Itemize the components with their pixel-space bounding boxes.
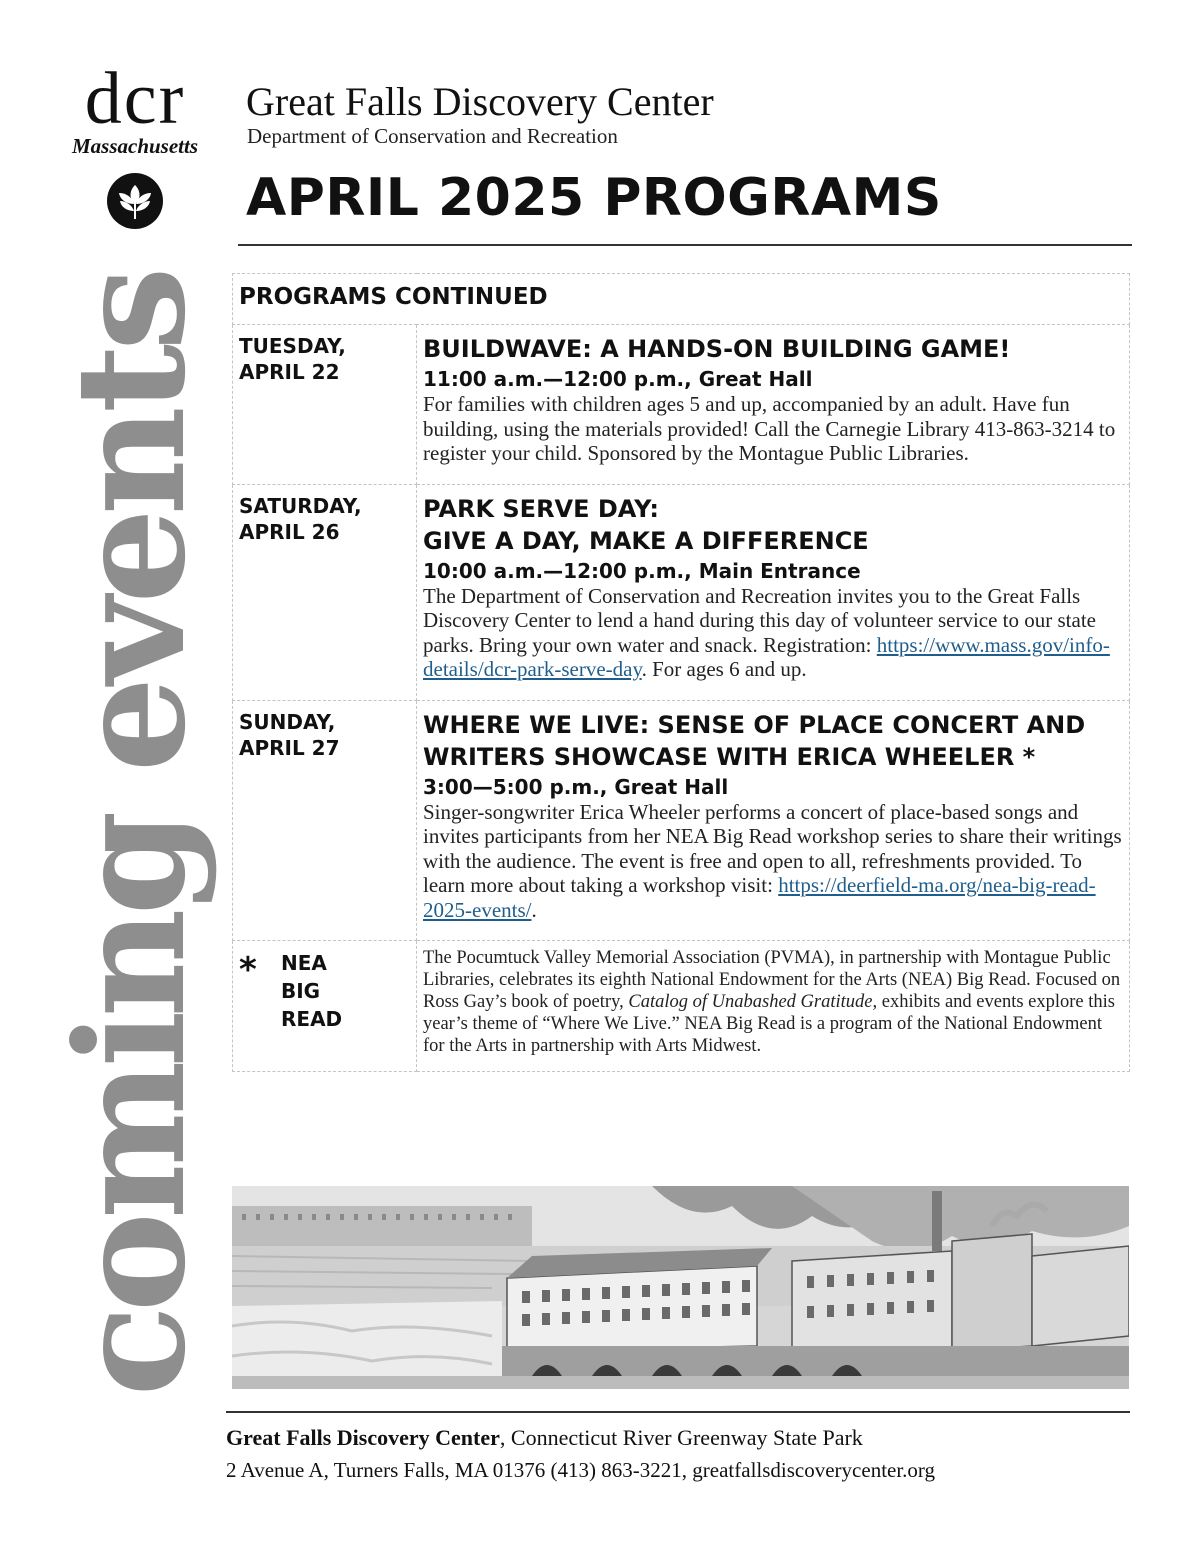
event-info-cell [417,484,1130,700]
nea-label-line: READ [281,1007,343,1031]
coming-events-banner [43,273,219,1397]
event-date: APRIL 26 [239,519,340,544]
event-day: SUNDAY, [239,709,336,734]
workshop-link[interactable]: https://deerfield-ma.org/nea-big-read-2025-events/ [423,873,1096,922]
programs-table [232,273,1130,1072]
leaf-seal-icon [107,173,163,229]
registration-link[interactable]: https://www.mass.gov/info-details/dcr-park-serve-day [423,632,1110,681]
logo-state: Massachusetts [71,134,199,158]
footer-center-name: Great Falls Discovery Center [226,1425,500,1450]
header-divider [238,244,1132,246]
footer-divider [226,1411,1130,1413]
event-time: 10:00 a.m.—12:00 p.m., Main Entrance [423,558,861,583]
page-title: APRIL 2025 PROGRAMS [246,168,942,228]
event-day: SATURDAY, [239,493,362,518]
footer-park: , Connecticut River Greenway State Park [499,1425,863,1450]
event-info-cell [417,325,1130,485]
event-date-cell [233,700,417,941]
event-day: TUESDAY, [239,334,346,358]
event-date-cell [233,484,417,700]
event-date: APRIL 27 [239,735,340,760]
asterisk-icon: * [239,950,257,990]
event-description: For families with children ages 5 and up, accompanied by an adult. Have fun building, using the materials provided! Call the Carnegie Library 413-863-3214 to register your child. Sponsored by the Montague Public Libraries. [423,392,1116,465]
event-date-cell [233,325,417,485]
description-suffix: . [531,897,537,922]
section-title: PROGRAMS CONTINUED [233,274,1130,325]
nea-label-cell [233,941,417,1072]
event-title: WHERE WE LIVE: SENSE OF PLACE CONCERT AND WRITERS SHOWCASE WITH ERICA WHEELER * [423,710,1086,771]
event-date: APRIL 22 [239,360,340,384]
event-title-line-1: PARK SERVE DAY: [423,494,659,523]
event-row [233,700,1130,941]
nea-label-line: NEA [281,951,327,975]
nea-text-a: The Pocumtuck Valley Memorial Association (PVMA), in partnership with Montague Public Libraries, celebrates its eighth National Endowment for the Arts (NEA) Big Read. Focused on Ross Gay’s book of poetry, [423,948,1121,1012]
event-time: 3:00—5:00 p.m., Great Hall [423,774,729,799]
footer-address: 2 Avenue A, Turners Falls, MA 01376 (413) 863-3221, greatfallsdiscoverycenter.org [226,1458,936,1482]
dcr-logo-text: dcr [84,58,186,140]
center-name: Great Falls Discovery Center [246,79,714,124]
event-description [423,800,1123,923]
department-name: Department of Conservation and Recreation [247,124,618,148]
book-title: Catalog of Unabashed Gratitude, [628,992,878,1012]
coming-events-text: coming events [43,273,219,1397]
event-row [233,325,1130,485]
event-info-cell [417,700,1130,941]
event-time: 11:00 a.m.—12:00 p.m., Great Hall [423,367,813,391]
event-row [233,484,1130,700]
event-description [423,584,1123,682]
nea-label [281,949,342,1033]
nea-label-line: BIG [281,979,321,1003]
description-suffix: . For ages 6 and up. [641,657,807,681]
table-header-row [233,274,1130,325]
description-text: The Department of Conservation and Recreation invites you to the Great Falls Discovery Center to lend a hand during this day of volunteer service to our state parks. Bring your own water and snack. Registration: [423,583,1096,657]
nea-text-b: exhibits and events explore this year’s theme of “Where We Live.” NEA Big Read is a program of the National Endowment for the Arts in partnership with Arts Midwest. [423,992,1115,1056]
description-text: Singer-songwriter Erica Wheeler performs a concert of place-based songs and invites participants from her NEA Big Read workshop series to share their writings with the audience. The event is free and open to all, refreshments provided. To learn more about taking a workshop visit: [423,799,1122,897]
footer-line-1 [226,1425,863,1451]
event-title: BUILDWAVE: A HANDS-ON BUILDING GAME! [423,335,1011,363]
nea-row [233,941,1130,1072]
dcr-logo [55,58,215,229]
mill-illustration [232,1186,1129,1389]
event-title-line-2: GIVE A DAY, MAKE A DIFFERENCE [423,526,869,555]
nea-description [417,941,1130,1072]
